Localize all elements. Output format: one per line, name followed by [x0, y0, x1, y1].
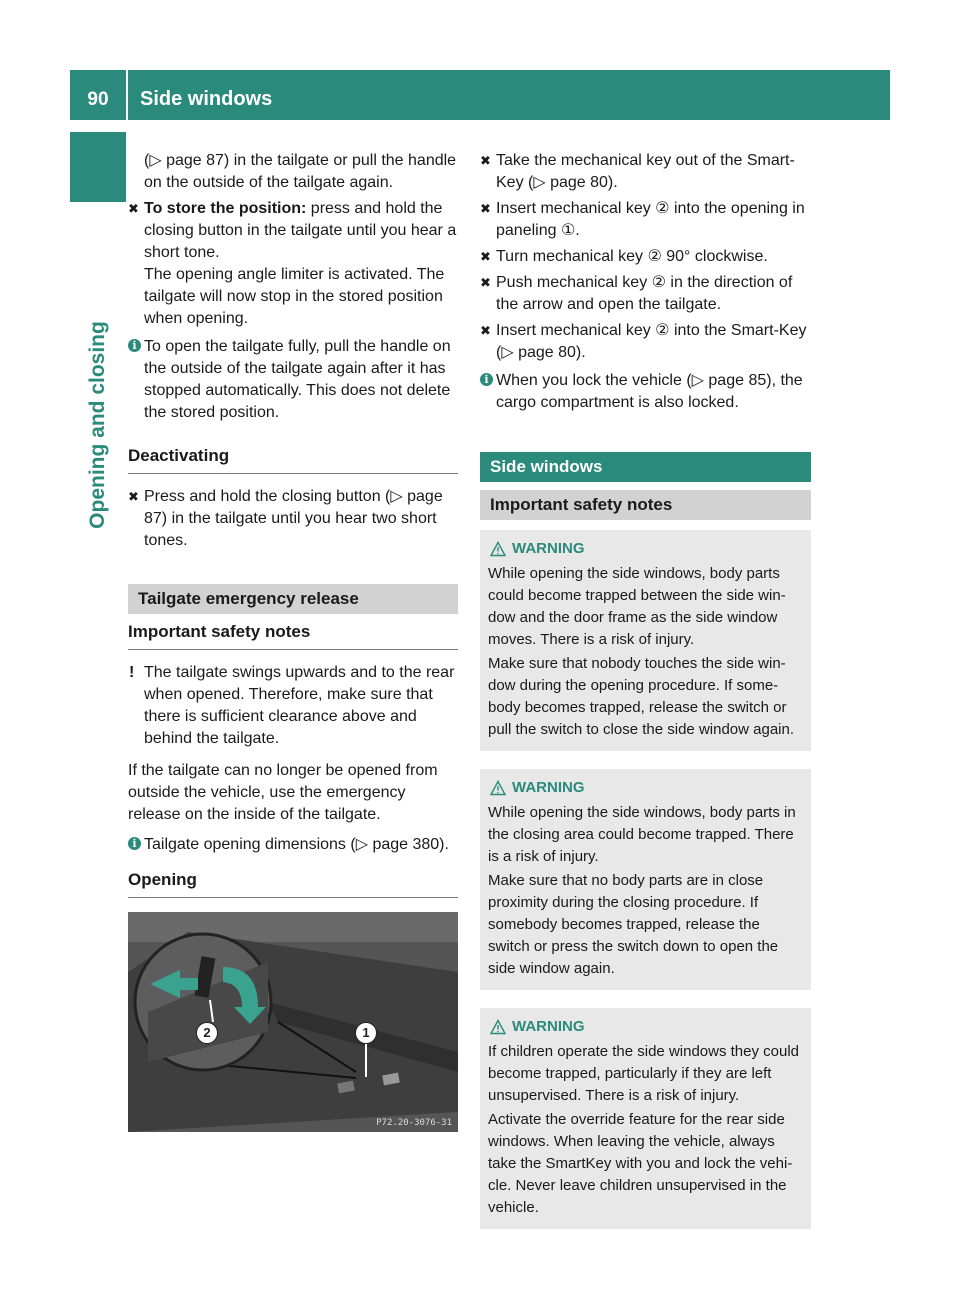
- key-step-1-text: Take the mechanical key out of the Smart-Key (▷ page 80).: [496, 152, 795, 191]
- step-arrow-icon: ✖: [128, 201, 139, 216]
- store-position-step: [128, 198, 458, 330]
- emergency-release-band: Tailgate emergency release: [128, 584, 458, 614]
- exclamation-icon: !: [129, 664, 135, 681]
- warning-2-text-1: While opening the side windows, body parts in the closing area could become trapped. There is a risk of injury.: [488, 804, 796, 865]
- store-step-text2: The opening angle limiter is activated. The tailgate will now stop in the stored position when opening.: [144, 266, 445, 327]
- step-arrow-icon: ✖: [128, 489, 139, 504]
- figure-code: P72.20-3076-31: [376, 1118, 452, 1128]
- warning-triangle-icon: [490, 541, 506, 557]
- key-step-5-text: Insert mechanical key ② into the Smart-Key (▷ page 80).: [496, 322, 807, 361]
- info-icon: i: [480, 373, 493, 386]
- info-note-2: [128, 834, 458, 856]
- step-arrow-icon: ✖: [480, 201, 491, 216]
- step-arrow-icon: ✖: [480, 153, 491, 168]
- info-note-1: [128, 336, 458, 424]
- warning-3-text-1: If children operate the side windows they could become trapped, particularly if they are left unsupervised. There is a risk of injury.: [488, 1043, 800, 1104]
- side-windows-band: Side windows: [480, 452, 811, 482]
- warning-box-3: [480, 1008, 811, 1229]
- chapter-label: Opening and closing: [86, 321, 109, 529]
- left-column: [128, 150, 458, 1132]
- page-number: 90: [87, 89, 109, 110]
- emergency-paragraph: If the tailgate can no longer be opened from outside the vehicle, use the emergency release on the inside of the tailgate.: [128, 762, 438, 823]
- page-title: Side windows: [140, 88, 273, 110]
- tailgate-illustration: [128, 912, 458, 1132]
- notice-text: The tailgate swings upwards and to the rear when opened. Therefore, make sure that there is sufficient clearance above and behind the tailgate.: [144, 664, 455, 747]
- header-divider: [126, 70, 128, 120]
- callout-2: 2: [196, 1022, 218, 1044]
- callout-1: 1: [355, 1022, 377, 1044]
- info-note-lock-text: When you lock the vehicle (▷ page 85), the cargo compartment is also locked.: [496, 372, 803, 411]
- key-step-2: [480, 198, 811, 242]
- warning-1-text-1: While opening the side windows, body parts could become trapped between the side win-dow and the door frame as the side window moves. There is a risk of injury.: [488, 565, 786, 648]
- store-step-label: To store the position:: [144, 200, 307, 217]
- safety-notes-heading: Important safety notes: [128, 622, 458, 650]
- warning-label: WARNING: [512, 779, 585, 796]
- warning-3-text-2: Activate the override feature for the rear side windows. When leaving the vehicle, always take the SmartKey with you and lock the vehi-cle. Never leave children unsupervised in the vehicle.: [488, 1111, 793, 1216]
- notice-block: [128, 662, 458, 750]
- info-note-2-text: Tailgate opening dimensions (▷ page 380).: [144, 836, 449, 853]
- safety-notes-band: Important safety notes: [480, 490, 811, 520]
- opening-heading: Opening: [128, 870, 458, 898]
- warning-box-2: [480, 769, 811, 990]
- key-step-5: [480, 320, 811, 364]
- tailgate-figure: [128, 912, 458, 1132]
- key-step-4-text: Push mechanical key ② in the direction of the arrow and open the tailgate.: [496, 274, 793, 313]
- key-step-3: [480, 246, 811, 268]
- step-arrow-icon: ✖: [480, 323, 491, 338]
- warning-label: WARNING: [512, 1018, 585, 1035]
- warning-triangle-icon: [490, 780, 506, 796]
- chapter-tab-block: [70, 132, 126, 202]
- deactivating-step-text: Press and hold the closing button (▷ page 87) in the tailgate until you hear two short tones.: [144, 488, 443, 549]
- step-arrow-icon: ✖: [480, 275, 491, 290]
- deactivating-heading: Deactivating: [128, 446, 458, 474]
- right-column: [480, 150, 811, 1229]
- info-icon: i: [128, 339, 141, 352]
- warning-1-text-2: Make sure that nobody touches the side win-dow during the opening procedure. If some-body becomes trapped, release the switch or pull the switch to close the side window again.: [488, 655, 795, 738]
- step-arrow-icon: ✖: [480, 249, 491, 264]
- warning-label: WARNING: [512, 540, 585, 557]
- store-step-text: press and hold the closing button in the tailgate until you hear a short tone.: [144, 200, 457, 261]
- info-icon: i: [128, 837, 141, 850]
- deactivating-step: [128, 486, 458, 552]
- warning-box-1: [480, 530, 811, 751]
- key-step-4: [480, 272, 811, 316]
- key-step-1: [480, 150, 811, 194]
- key-step-3-text: Turn mechanical key ② 90° clockwise.: [496, 248, 768, 265]
- info-note-lock: [480, 370, 811, 414]
- warning-2-text-2: Make sure that no body parts are in close proximity during the closing procedure. If somebody becomes trapped, release the switch or press the switch down to open the side window again.: [488, 872, 779, 977]
- intro-paragraph: (▷ page 87) in the tailgate or pull the handle on the outside of the tailgate again.: [144, 152, 457, 191]
- warning-triangle-icon: [490, 1019, 506, 1035]
- key-step-2-text: Insert mechanical key ② into the opening in paneling ①.: [496, 200, 805, 239]
- info-note-1-text: To open the tailgate fully, pull the handle on the outside of the tailgate again after it has stopped automatically. This does not delete the stored position.: [144, 338, 451, 421]
